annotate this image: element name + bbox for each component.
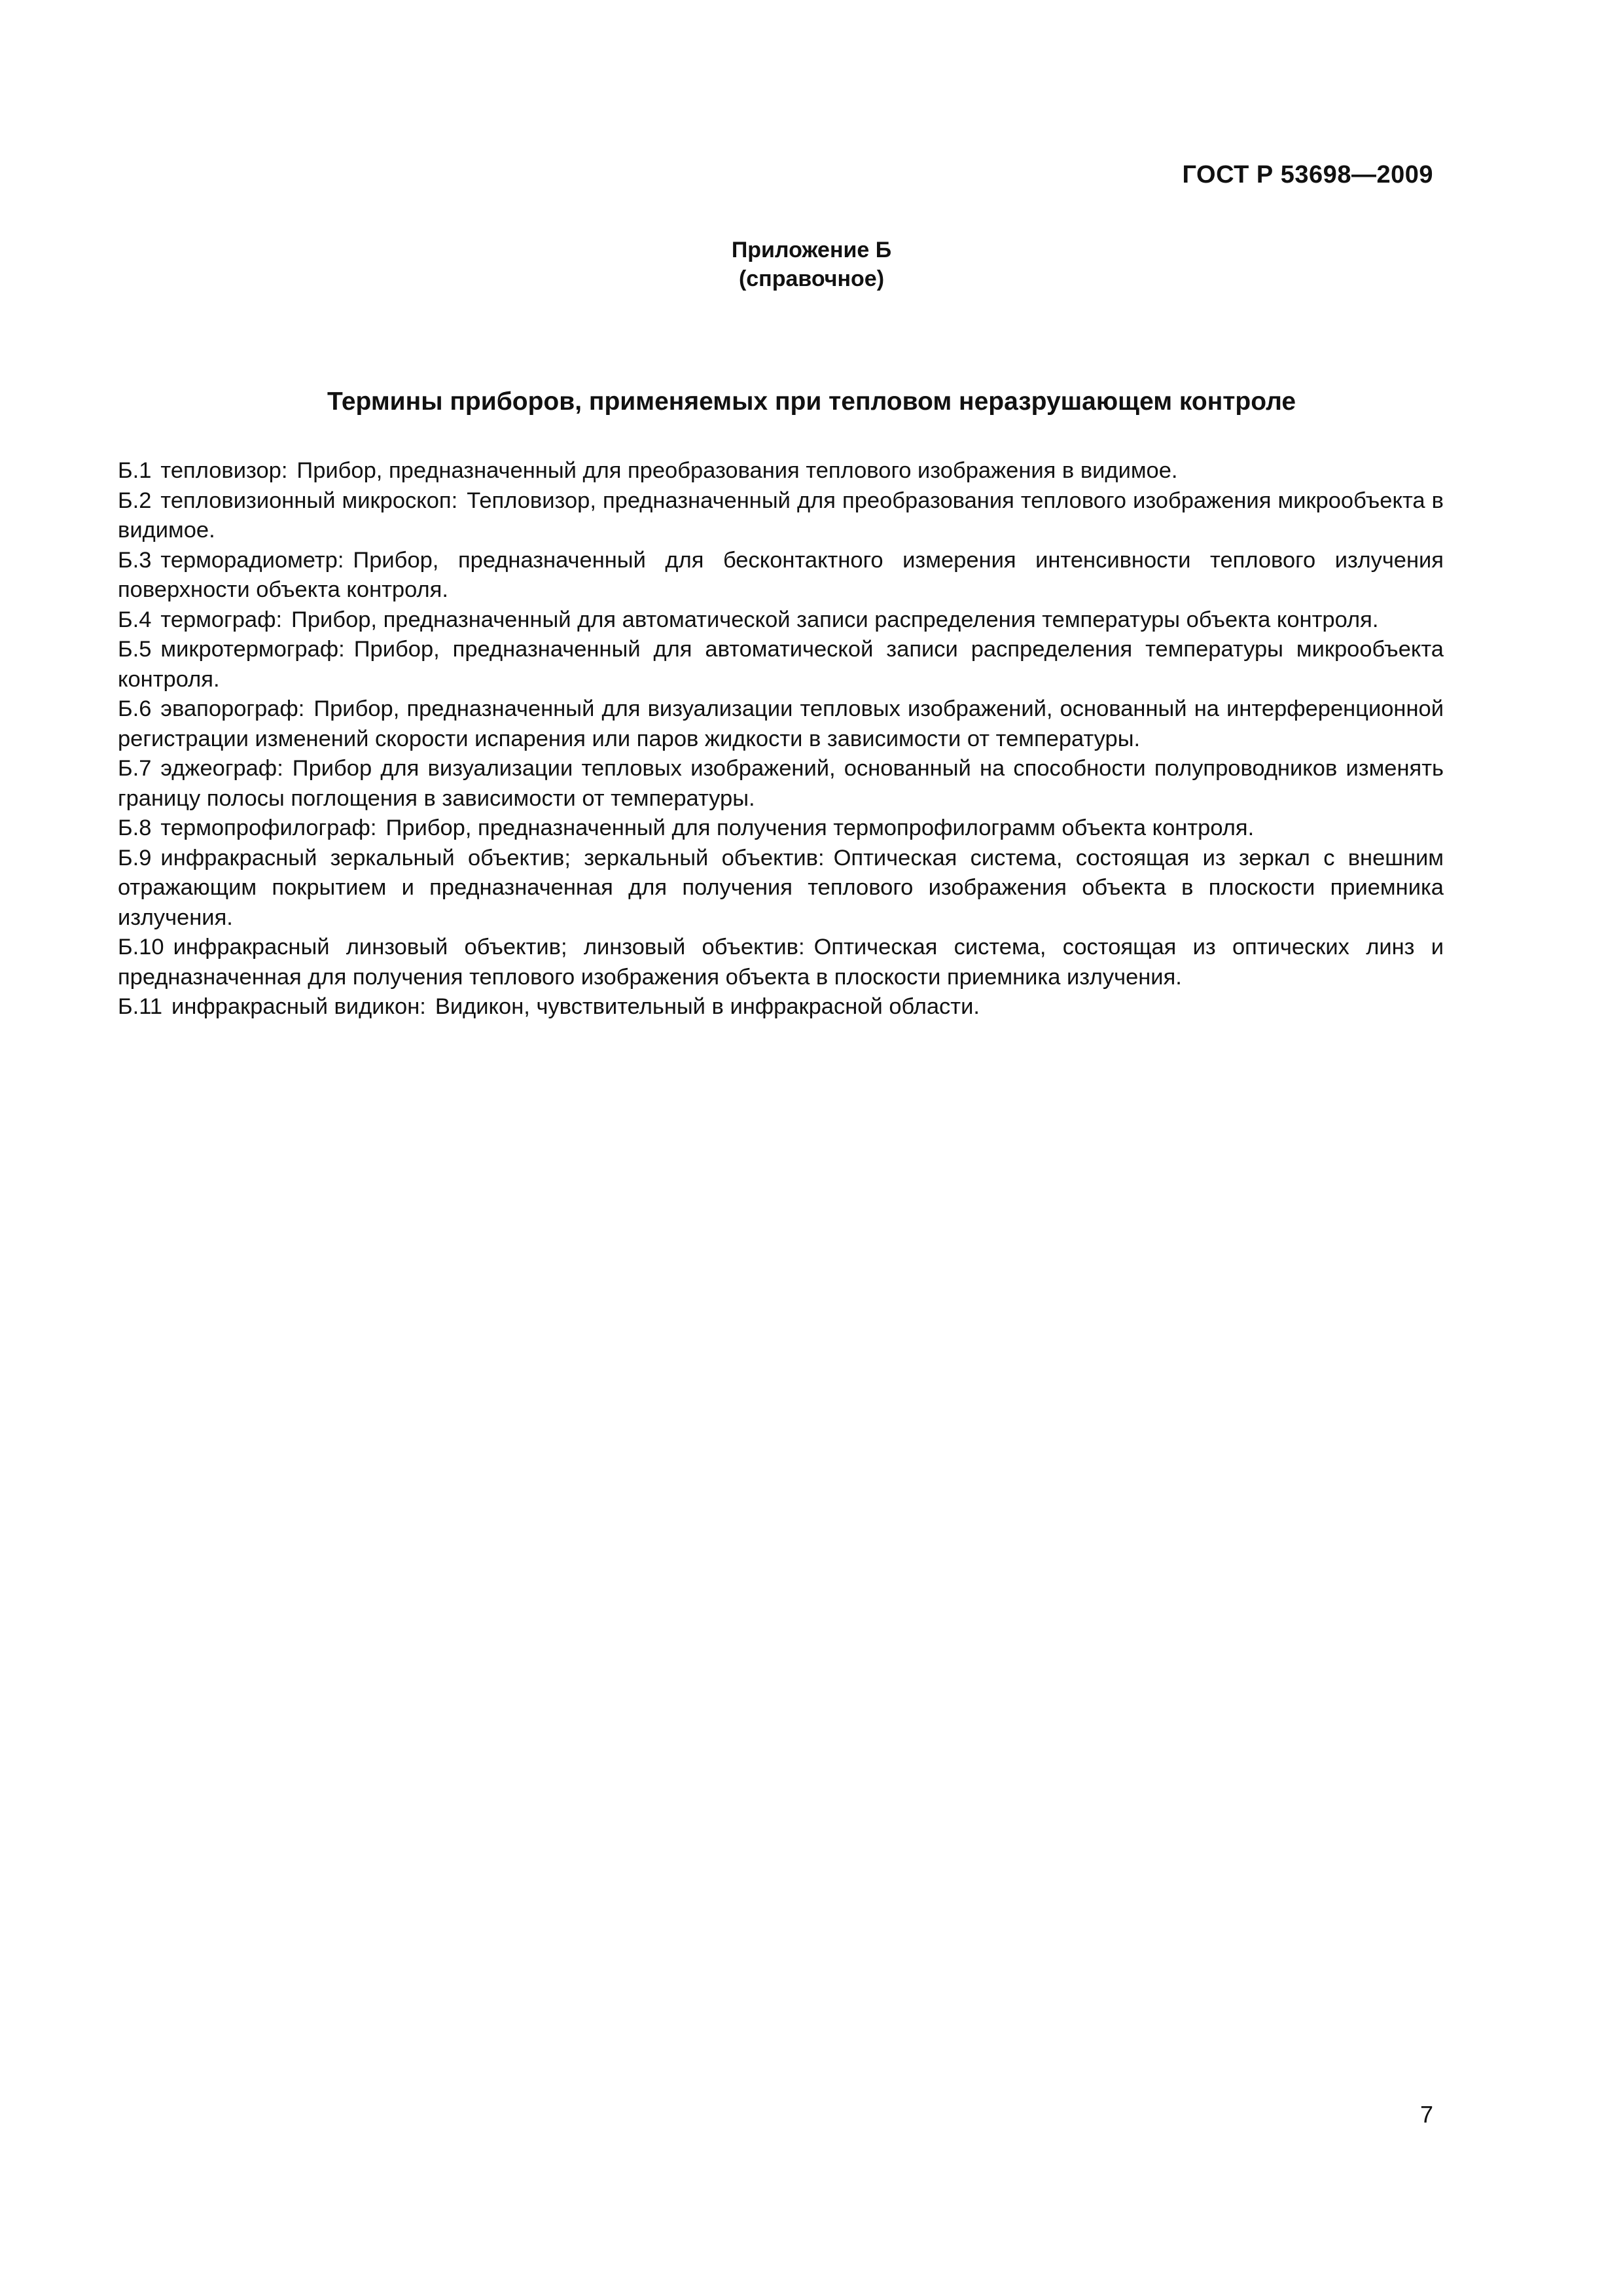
- term-entry: [118, 844, 1444, 933]
- term-definition: Тепловизор, предназначенный для преобразования теплового изображения микрообъекта в видимое.: [118, 488, 1444, 543]
- document-id: ГОСТ Р 53698—2009: [1182, 161, 1433, 188]
- term-name: термограф:: [160, 607, 283, 632]
- term-number: Б.10: [118, 935, 164, 960]
- term-number: Б.1: [118, 458, 152, 483]
- term-name: тепловизор:: [160, 458, 288, 483]
- terms-list: [118, 456, 1444, 1022]
- term-number: Б.7: [118, 756, 152, 781]
- term-definition: Прибор для визуализации тепловых изображений, основанный на способности полупроводников изменять границу полосы поглощения в зависимости от температуры.: [118, 756, 1444, 811]
- term-definition: Прибор, предназначенный для преобразования теплового изображения в видимое.: [296, 458, 1178, 483]
- term-number: Б.8: [118, 816, 152, 840]
- term-number: Б.4: [118, 607, 152, 632]
- appendix-heading: [0, 236, 1623, 293]
- term-name: инфракрасный линзовый объектив; линзовый объектив:: [173, 935, 805, 960]
- term-entry: [118, 754, 1444, 814]
- term-entry: [118, 456, 1444, 486]
- term-definition: Прибор, предназначенный для автоматической записи распределения температуры объекта контроля.: [291, 607, 1379, 632]
- appendix-label: Приложение Б: [731, 238, 892, 262]
- term-name: инфракрасный зеркальный объектив; зеркальный объектив:: [160, 845, 825, 870]
- term-number: Б.5: [118, 637, 152, 662]
- term-number: Б.3: [118, 547, 152, 573]
- term-entry: [118, 814, 1444, 844]
- term-number: Б.9: [118, 845, 152, 870]
- term-definition: Видикон, чувствительный в инфракрасной области.: [435, 994, 980, 1019]
- term-name: эвапорограф:: [160, 696, 305, 721]
- term-name: эджеограф:: [160, 756, 283, 781]
- term-entry: [118, 546, 1444, 605]
- term-definition: Прибор, предназначенный для автоматической записи распределения температуры микрообъекта контроля.: [118, 637, 1444, 692]
- term-definition: Оптическая система, состоящая из оптических линз и предназначенная для получения теплового изображения объекта в плоскости приемника излучения.: [118, 935, 1444, 990]
- term-definition: Прибор, предназначенный для визуализации тепловых изображений, основанный на интерференционной регистрации изменений скорости испарения или паров жидкости в зависимости от температуры.: [118, 696, 1444, 751]
- term-number: Б.11: [118, 994, 163, 1019]
- page-number: 7: [1419, 2101, 1433, 2128]
- term-definition: Прибор, предназначенный для бесконтактного измерения интенсивности теплового излучения поверхности объекта контроля.: [118, 547, 1444, 602]
- term-entry: [118, 992, 1444, 1022]
- term-name: микротермограф:: [160, 637, 345, 662]
- term-name: терморадиометр:: [160, 547, 344, 573]
- appendix-status: (справочное): [738, 266, 885, 291]
- term-entry: [118, 486, 1444, 546]
- term-name: термопрофилограф:: [160, 816, 377, 840]
- term-name: тепловизионный микроскоп:: [160, 488, 458, 513]
- term-definition: Оптическая система, состоящая из зеркал с внешним отражающим покрытием и предназначенная для получения теплового изображения объекта в плоскости приемника излучения.: [118, 845, 1444, 930]
- term-entry: [118, 635, 1444, 694]
- term-definition: Прибор, предназначенный для получения термопрофилограмм объекта контроля.: [385, 816, 1255, 840]
- term-number: Б.6: [118, 696, 152, 721]
- term-entry: [118, 933, 1444, 992]
- term-entry: [118, 694, 1444, 754]
- section-title: Термины приборов, применяемых при тепловом неразрушающем контроле: [327, 387, 1296, 416]
- term-name: инфракрасный видикон:: [171, 994, 426, 1019]
- term-number: Б.2: [118, 488, 152, 513]
- term-entry: [118, 605, 1444, 636]
